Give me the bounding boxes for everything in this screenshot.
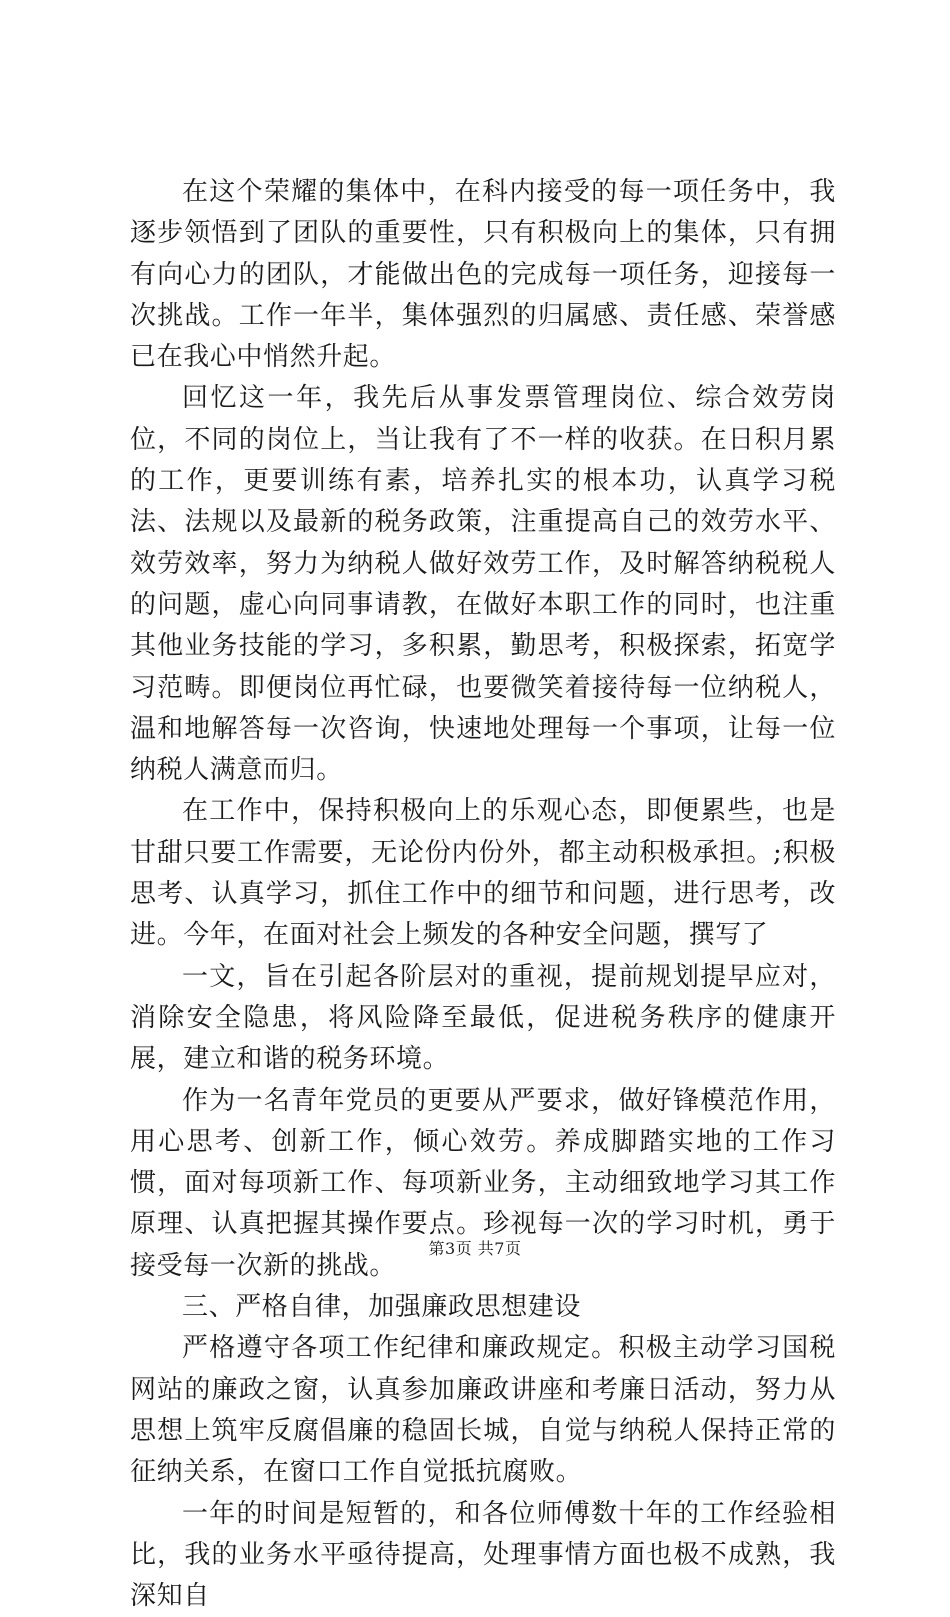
section-heading-self-discipline: 三、严格自律，加强廉政思想建设	[130, 1287, 836, 1328]
paragraph-year-review: 回忆这一年，我先后从事发票管理岗位、综合效劳岗位，不同的岗位上，当让我有了不一样的收获。在日积月累的工作，更要训练有素，培养扎实的根本功，认真学习税法、法规以及最新的税务政策，注重提高自己的效劳水平、效劳效率，努力为纳税人做好效劳工作，及时解答纳税税人的问题，虚心向同事请教，在做好本职工作的同时，也注重其他业务技能的学习，多积累，勤思考，积极探索，拓宽学习范畴。即便岗位再忙碌，也要微笑着接待每一位纳税人，温和地解答每一次咨询，快速地处理每一个事项，让每一位纳税人满意而归。	[130, 378, 836, 791]
page-number-footer: 第3页 共7页	[0, 1236, 950, 1259]
paragraph-party-member: 作为一名青年党员的更要从严要求，做好锋模范作用，用心思考、创新工作，倾心效劳。养成脚踏实地的工作习惯，面对每项新工作、每项新业务，主动细致地学习其工作原理、认真把握其操作要点。珍视每一次的学习时机，勇于接受每一次新的挑战。	[130, 1081, 836, 1287]
paragraph-article-purpose: 一文，旨在引起各阶层对的重视，提前规划提早应对，消除安全隐患，将风险降至最低，促进税务秩序的健康开展，建立和谐的税务环境。	[130, 957, 836, 1081]
paragraph-integrity-rules: 严格遵守各项工作纪律和廉政规定。积极主动学习国税网站的廉政之窗，认真参加廉政讲座和考廉日活动，努力从思想上筑牢反腐倡廉的稳固长城，自觉与纳税人保持正常的征纳关系，在窗口工作自觉抵抗腐败。	[130, 1328, 836, 1493]
paragraph-team-importance: 在这个荣耀的集体中，在科内接受的每一项任务中，我逐步领悟到了团队的重要性，只有积极向上的集体，只有拥有向心力的团队，才能做出色的完成每一项任务，迎接每一次挑战。工作一年半，集体强烈的归属感、责任感、荣誉感已在我心中悄然升起。	[130, 172, 836, 378]
paragraph-reflection: 一年的时间是短暂的，和各位师傅数十年的工作经验相比，我的业务水平亟待提高，处理事情方面也极不成熟，我深知自	[130, 1494, 836, 1617]
document-body	[130, 172, 836, 1617]
paragraph-positive-attitude: 在工作中，保持积极向上的乐观心态，即便累些，也是甘甜只要工作需要，无论份内份外，都主动积极承担。;积极思考、认真学习，抓住工作中的细节和问题，进行思考，改进。今年，在面对社会上频发的各种安全问题，撰写了	[130, 791, 836, 956]
